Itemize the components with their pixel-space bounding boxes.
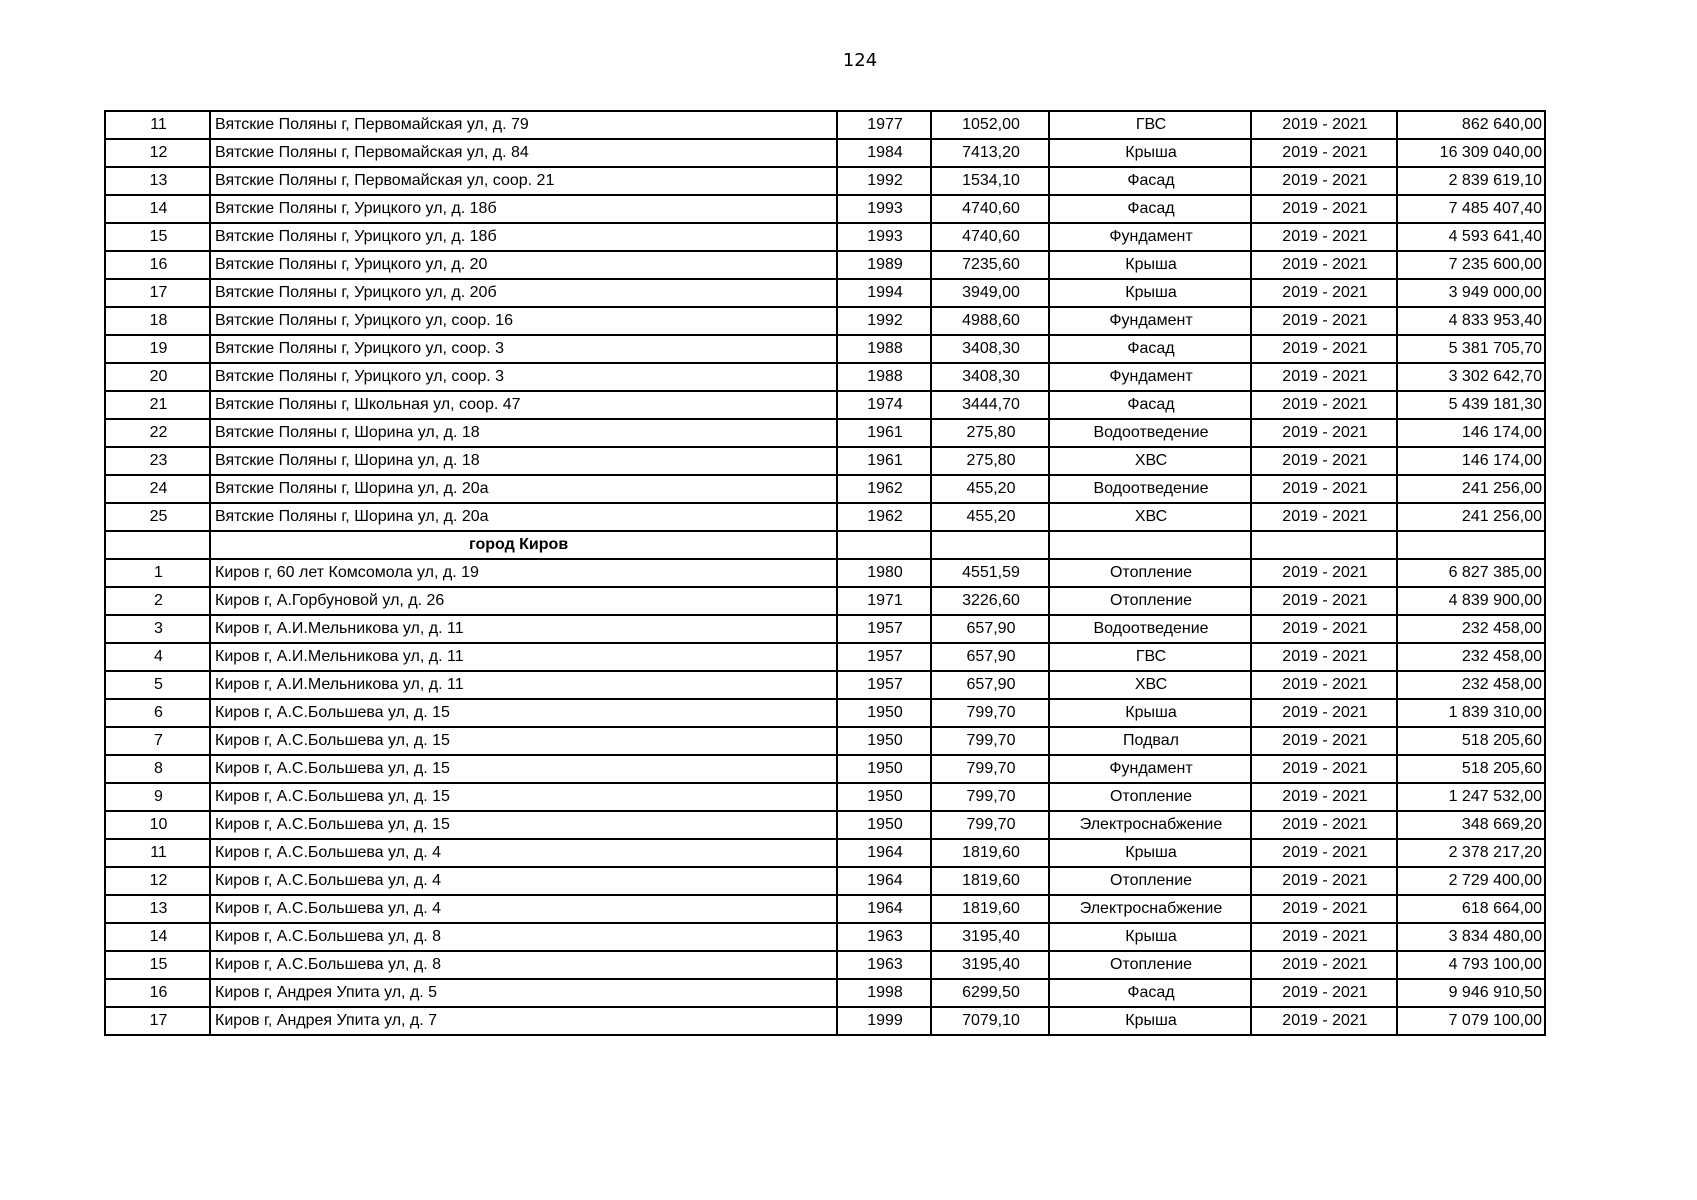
year-cell: 1957 — [837, 671, 931, 699]
work-type-cell: Фундамент — [1049, 307, 1251, 335]
table-row — [105, 307, 1545, 335]
page-number: 124 — [842, 50, 878, 71]
cost-cell: 16 309 040,00 — [1397, 139, 1545, 167]
empty-cell — [105, 531, 210, 559]
section-title: город Киров — [210, 531, 837, 559]
address-cell: Киров г, А.С.Большева ул, д. 15 — [210, 755, 837, 783]
row-number: 22 — [105, 419, 210, 447]
year-cell: 1950 — [837, 727, 931, 755]
year-cell: 1961 — [837, 419, 931, 447]
address-cell: Киров г, 60 лет Комсомола ул, д. 19 — [210, 559, 837, 587]
area-cell: 3408,30 — [931, 363, 1049, 391]
address-cell: Киров г, А.С.Большева ул, д. 15 — [210, 811, 837, 839]
area-cell: 657,90 — [931, 643, 1049, 671]
period-cell: 2019 - 2021 — [1251, 615, 1397, 643]
area-cell: 7079,10 — [931, 1007, 1049, 1035]
registry-body — [105, 111, 1545, 1035]
row-number: 12 — [105, 867, 210, 895]
area-cell: 799,70 — [931, 699, 1049, 727]
cost-cell: 146 174,00 — [1397, 419, 1545, 447]
work-type-cell: Водоотведение — [1049, 475, 1251, 503]
table-row — [105, 251, 1545, 279]
address-cell: Киров г, А.С.Большева ул, д. 15 — [210, 783, 837, 811]
year-cell: 1961 — [837, 447, 931, 475]
cost-cell: 9 946 910,50 — [1397, 979, 1545, 1007]
period-cell: 2019 - 2021 — [1251, 1007, 1397, 1035]
year-cell: 1964 — [837, 867, 931, 895]
area-cell: 3226,60 — [931, 587, 1049, 615]
cost-cell: 4 833 953,40 — [1397, 307, 1545, 335]
table-row — [105, 867, 1545, 895]
period-cell: 2019 - 2021 — [1251, 699, 1397, 727]
year-cell: 1989 — [837, 251, 931, 279]
address-cell: Киров г, А.С.Большева ул, д. 15 — [210, 727, 837, 755]
table-row — [105, 223, 1545, 251]
table-row — [105, 475, 1545, 503]
address-cell: Вятские Поляны г, Первомайская ул, соор. 21 — [210, 167, 837, 195]
address-cell: Киров г, Андрея Упита ул, д. 5 — [210, 979, 837, 1007]
address-cell: Вятские Поляны г, Урицкого ул, д. 18б — [210, 195, 837, 223]
work-type-cell: Фундамент — [1049, 363, 1251, 391]
area-cell: 4988,60 — [931, 307, 1049, 335]
year-cell: 1999 — [837, 1007, 931, 1035]
cost-cell: 1 247 532,00 — [1397, 783, 1545, 811]
area-cell: 1534,10 — [931, 167, 1049, 195]
cost-cell: 1 839 310,00 — [1397, 699, 1545, 727]
period-cell: 2019 - 2021 — [1251, 195, 1397, 223]
empty-cell — [1049, 531, 1251, 559]
work-type-cell: Фасад — [1049, 335, 1251, 363]
period-cell: 2019 - 2021 — [1251, 643, 1397, 671]
period-cell: 2019 - 2021 — [1251, 951, 1397, 979]
year-cell: 1977 — [837, 111, 931, 139]
cost-cell: 2 378 217,20 — [1397, 839, 1545, 867]
work-type-cell: Фасад — [1049, 391, 1251, 419]
area-cell: 7235,60 — [931, 251, 1049, 279]
year-cell: 1998 — [837, 979, 931, 1007]
year-cell: 1957 — [837, 643, 931, 671]
year-cell: 1962 — [837, 475, 931, 503]
year-cell: 1993 — [837, 223, 931, 251]
year-cell: 1950 — [837, 783, 931, 811]
address-cell: Киров г, А.С.Большева ул, д. 4 — [210, 895, 837, 923]
period-cell: 2019 - 2021 — [1251, 363, 1397, 391]
cost-cell: 4 593 641,40 — [1397, 223, 1545, 251]
cost-cell: 7 485 407,40 — [1397, 195, 1545, 223]
table-row — [105, 811, 1545, 839]
table-row — [105, 587, 1545, 615]
table-row — [105, 951, 1545, 979]
row-number: 15 — [105, 223, 210, 251]
period-cell: 2019 - 2021 — [1251, 671, 1397, 699]
cost-cell: 5 439 181,30 — [1397, 391, 1545, 419]
year-cell: 1992 — [837, 167, 931, 195]
year-cell: 1971 — [837, 587, 931, 615]
area-cell: 799,70 — [931, 811, 1049, 839]
cost-cell: 241 256,00 — [1397, 475, 1545, 503]
row-number: 17 — [105, 279, 210, 307]
work-type-cell: Крыша — [1049, 279, 1251, 307]
address-cell: Киров г, А.Горбуновой ул, д. 26 — [210, 587, 837, 615]
area-cell: 7413,20 — [931, 139, 1049, 167]
table-row — [105, 111, 1545, 139]
row-number: 11 — [105, 111, 210, 139]
row-number: 14 — [105, 195, 210, 223]
table-row — [105, 279, 1545, 307]
work-type-cell: Крыша — [1049, 839, 1251, 867]
year-cell: 1964 — [837, 895, 931, 923]
work-type-cell: Крыша — [1049, 139, 1251, 167]
row-number: 8 — [105, 755, 210, 783]
work-type-cell: Отопление — [1049, 867, 1251, 895]
section-header-row — [105, 531, 1545, 559]
work-type-cell: Фасад — [1049, 979, 1251, 1007]
row-number: 10 — [105, 811, 210, 839]
row-number: 3 — [105, 615, 210, 643]
area-cell: 275,80 — [931, 419, 1049, 447]
table-row — [105, 755, 1545, 783]
work-type-cell: Фундамент — [1049, 223, 1251, 251]
table-row — [105, 419, 1545, 447]
address-cell: Вятские Поляны г, Шорина ул, д. 18 — [210, 447, 837, 475]
year-cell: 1992 — [837, 307, 931, 335]
table-row — [105, 923, 1545, 951]
area-cell: 275,80 — [931, 447, 1049, 475]
row-number: 14 — [105, 923, 210, 951]
work-type-cell: Крыша — [1049, 699, 1251, 727]
table-row — [105, 615, 1545, 643]
work-type-cell: Электроснабжение — [1049, 895, 1251, 923]
work-type-cell: Отопление — [1049, 559, 1251, 587]
row-number: 2 — [105, 587, 210, 615]
area-cell: 799,70 — [931, 755, 1049, 783]
address-cell: Вятские Поляны г, Первомайская ул, д. 79 — [210, 111, 837, 139]
row-number: 17 — [105, 1007, 210, 1035]
row-number: 16 — [105, 251, 210, 279]
table-row — [105, 839, 1545, 867]
address-cell: Киров г, А.И.Мельникова ул, д. 11 — [210, 671, 837, 699]
table-row — [105, 979, 1545, 1007]
row-number: 13 — [105, 167, 210, 195]
address-cell: Вятские Поляны г, Школьная ул, соор. 47 — [210, 391, 837, 419]
row-number: 20 — [105, 363, 210, 391]
period-cell: 2019 - 2021 — [1251, 419, 1397, 447]
area-cell: 1819,60 — [931, 895, 1049, 923]
address-cell: Киров г, А.С.Большева ул, д. 15 — [210, 699, 837, 727]
row-number: 19 — [105, 335, 210, 363]
table-row — [105, 363, 1545, 391]
cost-cell: 146 174,00 — [1397, 447, 1545, 475]
row-number: 11 — [105, 839, 210, 867]
row-number: 6 — [105, 699, 210, 727]
work-type-cell: Отопление — [1049, 587, 1251, 615]
area-cell: 3444,70 — [931, 391, 1049, 419]
work-type-cell: Водоотведение — [1049, 615, 1251, 643]
area-cell: 3195,40 — [931, 951, 1049, 979]
table-row — [105, 699, 1545, 727]
address-cell: Киров г, А.С.Большева ул, д. 4 — [210, 839, 837, 867]
work-type-cell: Подвал — [1049, 727, 1251, 755]
area-cell: 3408,30 — [931, 335, 1049, 363]
period-cell: 2019 - 2021 — [1251, 811, 1397, 839]
year-cell: 1994 — [837, 279, 931, 307]
row-number: 16 — [105, 979, 210, 1007]
work-type-cell: Электроснабжение — [1049, 811, 1251, 839]
work-type-cell: Водоотведение — [1049, 419, 1251, 447]
area-cell: 799,70 — [931, 727, 1049, 755]
registry-table — [104, 110, 1546, 1036]
work-type-cell: Крыша — [1049, 1007, 1251, 1035]
table-row — [105, 783, 1545, 811]
empty-cell — [837, 531, 931, 559]
empty-cell — [1397, 531, 1545, 559]
period-cell: 2019 - 2021 — [1251, 391, 1397, 419]
cost-cell: 2 839 619,10 — [1397, 167, 1545, 195]
year-cell: 1988 — [837, 363, 931, 391]
area-cell: 6299,50 — [931, 979, 1049, 1007]
area-cell: 1819,60 — [931, 839, 1049, 867]
year-cell: 1950 — [837, 811, 931, 839]
row-number: 15 — [105, 951, 210, 979]
period-cell: 2019 - 2021 — [1251, 447, 1397, 475]
address-cell: Киров г, А.С.Большева ул, д. 4 — [210, 867, 837, 895]
area-cell: 4740,60 — [931, 195, 1049, 223]
work-type-cell: Отопление — [1049, 783, 1251, 811]
period-cell: 2019 - 2021 — [1251, 895, 1397, 923]
cost-cell: 232 458,00 — [1397, 671, 1545, 699]
work-type-cell: Фасад — [1049, 195, 1251, 223]
period-cell: 2019 - 2021 — [1251, 475, 1397, 503]
table-row — [105, 671, 1545, 699]
cost-cell: 2 729 400,00 — [1397, 867, 1545, 895]
address-cell: Вятские Поляны г, Урицкого ул, д. 20 — [210, 251, 837, 279]
cost-cell: 232 458,00 — [1397, 643, 1545, 671]
cost-cell: 4 793 100,00 — [1397, 951, 1545, 979]
year-cell: 1980 — [837, 559, 931, 587]
row-number: 12 — [105, 139, 210, 167]
table-row — [105, 391, 1545, 419]
address-cell: Вятские Поляны г, Урицкого ул, д. 20б — [210, 279, 837, 307]
year-cell: 1957 — [837, 615, 931, 643]
cost-cell: 241 256,00 — [1397, 503, 1545, 531]
address-cell: Вятские Поляны г, Шорина ул, д. 20а — [210, 503, 837, 531]
cost-cell: 5 381 705,70 — [1397, 335, 1545, 363]
address-cell: Вятские Поляны г, Шорина ул, д. 20а — [210, 475, 837, 503]
area-cell: 657,90 — [931, 671, 1049, 699]
cost-cell: 618 664,00 — [1397, 895, 1545, 923]
work-type-cell: ХВС — [1049, 671, 1251, 699]
period-cell: 2019 - 2021 — [1251, 223, 1397, 251]
work-type-cell: Фасад — [1049, 167, 1251, 195]
table-row — [105, 335, 1545, 363]
period-cell: 2019 - 2021 — [1251, 307, 1397, 335]
table-row — [105, 727, 1545, 755]
table-row — [105, 643, 1545, 671]
table-row — [105, 559, 1545, 587]
address-cell: Вятские Поляны г, Урицкого ул, соор. 16 — [210, 307, 837, 335]
year-cell: 1984 — [837, 139, 931, 167]
period-cell: 2019 - 2021 — [1251, 111, 1397, 139]
row-number: 9 — [105, 783, 210, 811]
period-cell: 2019 - 2021 — [1251, 727, 1397, 755]
period-cell: 2019 - 2021 — [1251, 167, 1397, 195]
cost-cell: 7 079 100,00 — [1397, 1007, 1545, 1035]
cost-cell: 518 205,60 — [1397, 755, 1545, 783]
cost-cell: 6 827 385,00 — [1397, 559, 1545, 587]
table-row — [105, 503, 1545, 531]
period-cell: 2019 - 2021 — [1251, 139, 1397, 167]
address-cell: Киров г, А.С.Большева ул, д. 8 — [210, 951, 837, 979]
table-row — [105, 1007, 1545, 1035]
period-cell: 2019 - 2021 — [1251, 503, 1397, 531]
period-cell: 2019 - 2021 — [1251, 279, 1397, 307]
year-cell: 1993 — [837, 195, 931, 223]
empty-cell — [1251, 531, 1397, 559]
row-number: 1 — [105, 559, 210, 587]
year-cell: 1974 — [837, 391, 931, 419]
period-cell: 2019 - 2021 — [1251, 867, 1397, 895]
area-cell: 657,90 — [931, 615, 1049, 643]
cost-cell: 4 839 900,00 — [1397, 587, 1545, 615]
year-cell: 1963 — [837, 951, 931, 979]
work-type-cell: ХВС — [1049, 503, 1251, 531]
year-cell: 1950 — [837, 755, 931, 783]
work-type-cell: ГВС — [1049, 111, 1251, 139]
empty-cell — [931, 531, 1049, 559]
address-cell: Вятские Поляны г, Первомайская ул, д. 84 — [210, 139, 837, 167]
work-type-cell: ГВС — [1049, 643, 1251, 671]
area-cell: 1819,60 — [931, 867, 1049, 895]
address-cell: Вятские Поляны г, Урицкого ул, д. 18б — [210, 223, 837, 251]
row-number: 5 — [105, 671, 210, 699]
address-cell: Киров г, А.И.Мельникова ул, д. 11 — [210, 615, 837, 643]
area-cell: 4740,60 — [931, 223, 1049, 251]
row-number: 7 — [105, 727, 210, 755]
year-cell: 1964 — [837, 839, 931, 867]
address-cell: Вятские Поляны г, Урицкого ул, соор. 3 — [210, 363, 837, 391]
year-cell: 1950 — [837, 699, 931, 727]
row-number: 4 — [105, 643, 210, 671]
cost-cell: 3 834 480,00 — [1397, 923, 1545, 951]
area-cell: 799,70 — [931, 783, 1049, 811]
cost-cell: 7 235 600,00 — [1397, 251, 1545, 279]
address-cell: Вятские Поляны г, Урицкого ул, соор. 3 — [210, 335, 837, 363]
table-row — [105, 895, 1545, 923]
area-cell: 455,20 — [931, 503, 1049, 531]
row-number: 18 — [105, 307, 210, 335]
period-cell: 2019 - 2021 — [1251, 587, 1397, 615]
row-number: 21 — [105, 391, 210, 419]
period-cell: 2019 - 2021 — [1251, 335, 1397, 363]
cost-cell: 518 205,60 — [1397, 727, 1545, 755]
work-type-cell: Крыша — [1049, 251, 1251, 279]
table-row — [105, 447, 1545, 475]
address-cell: Киров г, А.С.Большева ул, д. 8 — [210, 923, 837, 951]
table-row — [105, 195, 1545, 223]
row-number: 24 — [105, 475, 210, 503]
address-cell: Киров г, А.И.Мельникова ул, д. 11 — [210, 643, 837, 671]
row-number: 25 — [105, 503, 210, 531]
cost-cell: 862 640,00 — [1397, 111, 1545, 139]
area-cell: 3195,40 — [931, 923, 1049, 951]
cost-cell: 232 458,00 — [1397, 615, 1545, 643]
period-cell: 2019 - 2021 — [1251, 839, 1397, 867]
work-type-cell: Отопление — [1049, 951, 1251, 979]
row-number: 13 — [105, 895, 210, 923]
row-number: 23 — [105, 447, 210, 475]
area-cell: 1052,00 — [931, 111, 1049, 139]
area-cell: 4551,59 — [931, 559, 1049, 587]
area-cell: 3949,00 — [931, 279, 1049, 307]
cost-cell: 348 669,20 — [1397, 811, 1545, 839]
work-type-cell: Фундамент — [1049, 755, 1251, 783]
address-cell: Вятские Поляны г, Шорина ул, д. 18 — [210, 419, 837, 447]
year-cell: 1963 — [837, 923, 931, 951]
cost-cell: 3 949 000,00 — [1397, 279, 1545, 307]
table-row — [105, 139, 1545, 167]
year-cell: 1988 — [837, 335, 931, 363]
area-cell: 455,20 — [931, 475, 1049, 503]
cost-cell: 3 302 642,70 — [1397, 363, 1545, 391]
work-type-cell: Крыша — [1049, 923, 1251, 951]
work-type-cell: ХВС — [1049, 447, 1251, 475]
year-cell: 1962 — [837, 503, 931, 531]
period-cell: 2019 - 2021 — [1251, 979, 1397, 1007]
period-cell: 2019 - 2021 — [1251, 755, 1397, 783]
address-cell: Киров г, Андрея Упита ул, д. 7 — [210, 1007, 837, 1035]
period-cell: 2019 - 2021 — [1251, 251, 1397, 279]
period-cell: 2019 - 2021 — [1251, 923, 1397, 951]
period-cell: 2019 - 2021 — [1251, 559, 1397, 587]
period-cell: 2019 - 2021 — [1251, 783, 1397, 811]
table-row — [105, 167, 1545, 195]
